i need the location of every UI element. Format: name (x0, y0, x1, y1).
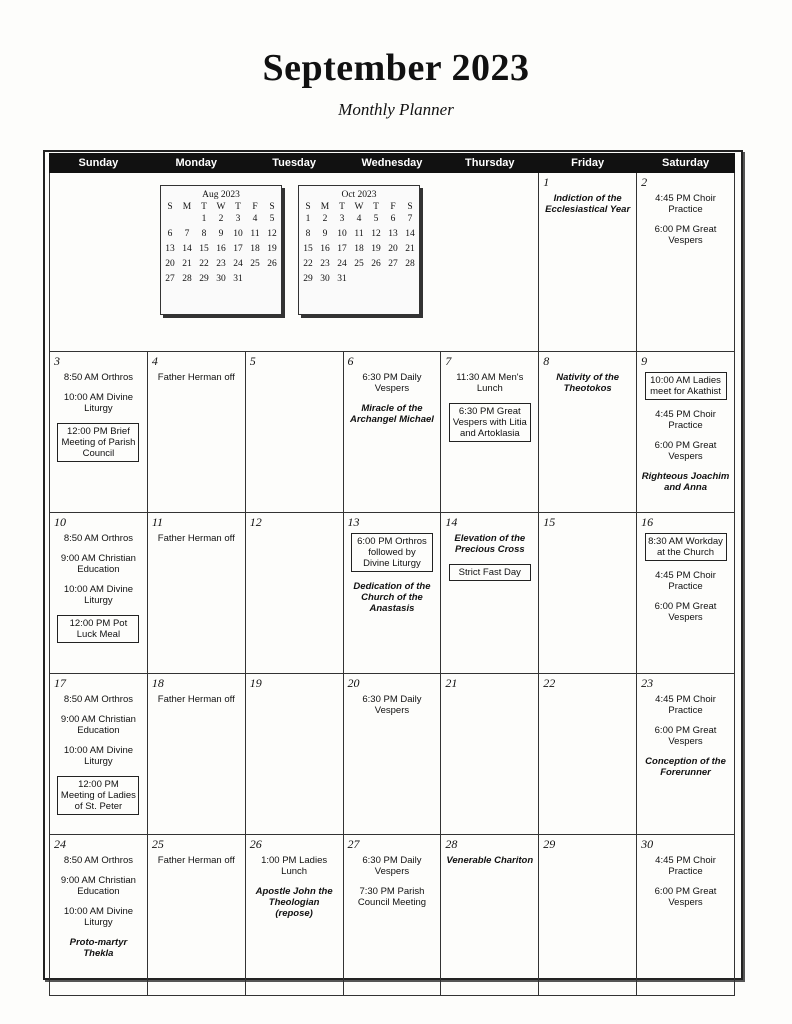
mini-day: 11 (354, 229, 364, 239)
event-item: 10:00 AM Divine Liturgy (63, 584, 134, 606)
feast-day-label: Proto-martyr Thekla (69, 937, 128, 959)
boxed-event: 6:00 PM Orthros followed by Divine Liturgy (351, 533, 433, 572)
mini-day: 1 (201, 214, 207, 224)
mini-weekday-letter: S (305, 202, 311, 212)
mini-day: 14 (182, 244, 192, 254)
page-subtitle: Monthly Planner (338, 100, 454, 119)
day-cell (245, 513, 343, 674)
feast-day-label: Apostle John the Theologian (repose) (255, 886, 333, 919)
mini-day: 6 (390, 214, 396, 224)
mini-day: 1 (305, 214, 311, 224)
mini-day: 2 (322, 214, 328, 224)
day-cell (539, 674, 637, 835)
mini-calendar-aug-2023 (160, 185, 282, 315)
event-item: 4:45 PM Choir Practice (655, 570, 716, 592)
day-cell (441, 674, 539, 835)
event-item: 11:30 AM Men's Lunch (456, 372, 524, 394)
event-item: 4:45 PM Choir Practice (655, 193, 716, 215)
mini-day: 3 (235, 214, 241, 224)
event-item: Father Herman off (157, 372, 235, 383)
mini-day: 21 (405, 244, 415, 254)
boxed-event: 6:30 PM Great Vespers with Litia and Artoklasia (449, 403, 531, 442)
mini-day: 5 (269, 214, 275, 224)
mini-day: 3 (339, 214, 345, 224)
feast-day-label: Righteous Joachim and Anna (641, 471, 730, 493)
event-item: 6:30 PM Daily Vespers (362, 855, 422, 877)
mini-day: 10 (337, 229, 347, 239)
mini-day: 9 (322, 229, 328, 239)
day-cell (343, 513, 441, 674)
feast-day-label: Dedication of the Church of the Anastasis (353, 581, 431, 614)
mini-day: 20 (165, 259, 175, 269)
mini-day: 28 (182, 274, 192, 284)
day-cell (539, 352, 637, 513)
day-cell (147, 674, 245, 835)
mini-day (247, 272, 264, 287)
mini-day: 27 (388, 259, 398, 269)
day-cell (147, 513, 245, 674)
mini-day: 24 (233, 259, 243, 269)
mini-day: 20 (388, 244, 398, 254)
day-number: 5 (249, 354, 256, 368)
day-cell (343, 674, 441, 835)
day-cell (245, 835, 343, 996)
event-item: 8:50 AM Orthros (63, 855, 133, 866)
mini-day: 22 (199, 259, 209, 269)
mini-day: 8 (305, 229, 311, 239)
mini-day: 7 (184, 229, 190, 239)
mini-day: 25 (250, 259, 260, 269)
event-item: Father Herman off (157, 694, 235, 705)
mini-day: 24 (337, 259, 347, 269)
mini-day: 16 (216, 244, 226, 254)
day-number: 13 (347, 515, 360, 529)
mini-day: 12 (267, 229, 277, 239)
day-number: 19 (249, 676, 262, 690)
day-cell (637, 513, 735, 674)
day-cell (50, 513, 148, 674)
mini-day: 2 (218, 214, 224, 224)
mini-day: 10 (233, 229, 243, 239)
day-number: 28 (445, 837, 458, 851)
mini-weekday-letter: F (390, 202, 396, 212)
mini-weekday-letter: T (201, 202, 207, 212)
mini-day (264, 272, 281, 287)
event-item: 6:00 PM Great Vespers (654, 886, 717, 908)
day-cell (637, 352, 735, 513)
day-number: 14 (445, 515, 458, 529)
weekday-thursday: Thursday (441, 154, 539, 173)
mini-weekday-letter: S (407, 202, 413, 212)
event-item: 6:30 PM Daily Vespers (362, 694, 422, 716)
mini-day: 8 (201, 229, 207, 239)
mini-calendar-grid (162, 202, 281, 287)
event-item: 8:50 AM Orthros (63, 533, 133, 544)
weekday-wednesday: Wednesday (343, 154, 441, 173)
weekday-saturday: Saturday (637, 154, 735, 173)
mini-day: 4 (252, 214, 258, 224)
mini-day (179, 212, 196, 227)
day-number: 24 (54, 837, 66, 851)
day-cell (343, 352, 441, 513)
boxed-event: 8:30 AM Workday at the Church (645, 533, 727, 561)
event-item: 10:00 AM Divine Liturgy (63, 906, 134, 928)
weekday-tuesday: Tuesday (245, 154, 343, 173)
mini-day: 17 (337, 244, 347, 254)
mini-weekday-letter: S (269, 202, 275, 212)
feast-day-label: Elevation of the Precious Cross (454, 533, 526, 555)
mini-day: 5 (373, 214, 379, 224)
event-item: 6:00 PM Great Vespers (654, 224, 717, 246)
mini-day: 12 (371, 229, 381, 239)
mini-calendar-grid (300, 202, 419, 287)
day-cell (539, 513, 637, 674)
event-item: 9:00 AM Christian Education (60, 553, 136, 575)
mini-day: 4 (356, 214, 362, 224)
day-cell (147, 835, 245, 996)
event-item: 6:00 PM Great Vespers (654, 725, 717, 747)
mini-day: 16 (320, 244, 330, 254)
mini-day: 26 (371, 259, 381, 269)
weekday-monday: Monday (147, 154, 245, 173)
day-cell (441, 352, 539, 513)
mini-day: 6 (167, 229, 173, 239)
week-row (50, 352, 735, 513)
event-item: 9:00 AM Christian Education (60, 714, 136, 736)
mini-day: 29 (199, 274, 209, 284)
day-number: 6 (347, 354, 354, 368)
day-number: 9 (641, 354, 648, 368)
mini-day: 28 (405, 259, 415, 269)
feast-day-label: Conception of the Forerunner (645, 756, 726, 778)
boxed-event: 12:00 PM Brief Meeting of Parish Council (57, 423, 139, 462)
day-number: 16 (641, 515, 654, 529)
mini-day: 31 (233, 274, 243, 284)
day-cell (245, 674, 343, 835)
mini-day (402, 272, 419, 287)
day-number: 1 (543, 175, 550, 189)
event-item: Father Herman off (157, 533, 235, 544)
day-number: 15 (543, 515, 556, 529)
feast-day-label: Indiction of the Ecclesiastical Year (545, 193, 631, 215)
day-number: 12 (249, 515, 262, 529)
mini-day: 31 (337, 274, 347, 284)
day-cell (539, 173, 637, 352)
empty-day-cell (50, 173, 539, 352)
day-number: 29 (543, 837, 556, 851)
day-number: 11 (151, 515, 163, 529)
mini-calendar-title: Oct 2023 (341, 190, 377, 200)
mini-day (385, 272, 402, 287)
day-number: 30 (641, 837, 654, 851)
mini-weekday-letter: W (354, 202, 364, 212)
event-item: 4:45 PM Choir Practice (655, 855, 716, 877)
mini-weekday-letter: T (235, 202, 241, 212)
event-item: 6:30 PM Daily Vespers (362, 372, 422, 394)
mini-weekday-letter: S (167, 202, 173, 212)
mini-day: 30 (216, 274, 226, 284)
event-item: 1:00 PM Ladies Lunch (261, 855, 328, 877)
mini-day: 19 (267, 244, 277, 254)
mini-day: 21 (182, 259, 192, 269)
day-number: 10 (54, 515, 66, 529)
mini-day: 30 (320, 274, 330, 284)
boxed-event: Strict Fast Day (449, 564, 531, 581)
mini-weekday-letter: F (252, 202, 258, 212)
mini-day: 27 (165, 274, 175, 284)
event-item: 8:50 AM Orthros (63, 694, 133, 705)
mini-day: 13 (388, 229, 398, 239)
mini-day: 29 (303, 274, 313, 284)
day-number: 17 (54, 676, 66, 690)
page-title: September 2023 (262, 47, 530, 89)
event-item: 6:00 PM Great Vespers (654, 440, 717, 462)
day-number: 7 (445, 354, 452, 368)
day-number: 4 (151, 354, 158, 368)
day-cell (441, 513, 539, 674)
mini-calendar-title: Aug 2023 (202, 190, 240, 200)
mini-day: 22 (303, 259, 313, 269)
day-number: 26 (249, 837, 262, 851)
mini-day: 25 (354, 259, 364, 269)
feast-day-label: Venerable Chariton (446, 855, 534, 866)
day-cell (147, 352, 245, 513)
event-item: 10:00 AM Divine Liturgy (63, 392, 134, 414)
feast-day-label: Nativity of the Theotokos (556, 372, 620, 394)
event-item: Father Herman off (157, 855, 235, 866)
mini-weekday-letter: M (320, 202, 330, 212)
event-item: 4:45 PM Choir Practice (655, 694, 716, 716)
mini-calendar-oct-2023 (298, 185, 420, 315)
mini-day: 15 (199, 244, 209, 254)
day-number: 3 (54, 354, 60, 368)
mini-day: 13 (165, 244, 175, 254)
mini-day: 14 (405, 229, 415, 239)
mini-day: 23 (320, 259, 330, 269)
mini-day: 23 (216, 259, 226, 269)
mini-weekday-letter: W (216, 202, 226, 212)
day-cell (50, 674, 148, 835)
mini-day: 15 (303, 244, 313, 254)
day-number: 27 (347, 837, 360, 851)
day-cell (539, 835, 637, 996)
boxed-event: 12:00 PM Meeting of Ladies of St. Peter (57, 776, 139, 815)
day-cell (637, 173, 735, 352)
mini-day: 17 (233, 244, 243, 254)
mini-day: 19 (371, 244, 381, 254)
mini-weekday-letter: M (182, 202, 192, 212)
week-row (50, 674, 735, 835)
day-number: 23 (641, 676, 654, 690)
week-row (50, 513, 735, 674)
weekday-friday: Friday (539, 154, 637, 173)
weekday-sunday: Sunday (50, 154, 148, 173)
event-item: 9:00 AM Christian Education (60, 875, 136, 897)
day-cell (343, 835, 441, 996)
mini-weekday-letter: T (373, 202, 379, 212)
mini-day (162, 212, 179, 227)
event-item: 6:00 PM Great Vespers (654, 601, 717, 623)
mini-day: 7 (407, 214, 413, 224)
boxed-event: 12:00 PM Pot Luck Meal (57, 615, 139, 643)
mini-day: 18 (250, 244, 260, 254)
day-number: 2 (641, 175, 648, 189)
day-cell (637, 835, 735, 996)
mini-day: 11 (250, 229, 260, 239)
weekday-header (50, 154, 735, 173)
day-cell (441, 835, 539, 996)
event-item: 8:50 AM Orthros (63, 372, 133, 383)
mini-day: 18 (354, 244, 364, 254)
day-number: 25 (151, 837, 164, 851)
day-cell (245, 352, 343, 513)
mini-weekday-letter: T (339, 202, 345, 212)
mini-day (368, 272, 385, 287)
day-number: 20 (347, 676, 360, 690)
day-number: 21 (445, 676, 458, 690)
day-number: 18 (151, 676, 164, 690)
mini-day (351, 272, 368, 287)
event-item: 4:45 PM Choir Practice (655, 409, 716, 431)
day-cell (50, 352, 148, 513)
event-item: 10:00 AM Divine Liturgy (63, 745, 134, 767)
boxed-event: 10:00 AM Ladies meet for Akathist (645, 372, 727, 400)
day-cell (637, 674, 735, 835)
event-item: 7:30 PM Parish Council Meeting (357, 886, 427, 908)
mini-day: 9 (218, 229, 224, 239)
week-row (50, 835, 735, 996)
day-cell (50, 835, 148, 996)
feast-day-label: Miracle of the Archangel Michael (349, 403, 434, 425)
mini-day: 26 (267, 259, 277, 269)
day-number: 8 (543, 354, 550, 368)
day-number: 22 (543, 676, 556, 690)
